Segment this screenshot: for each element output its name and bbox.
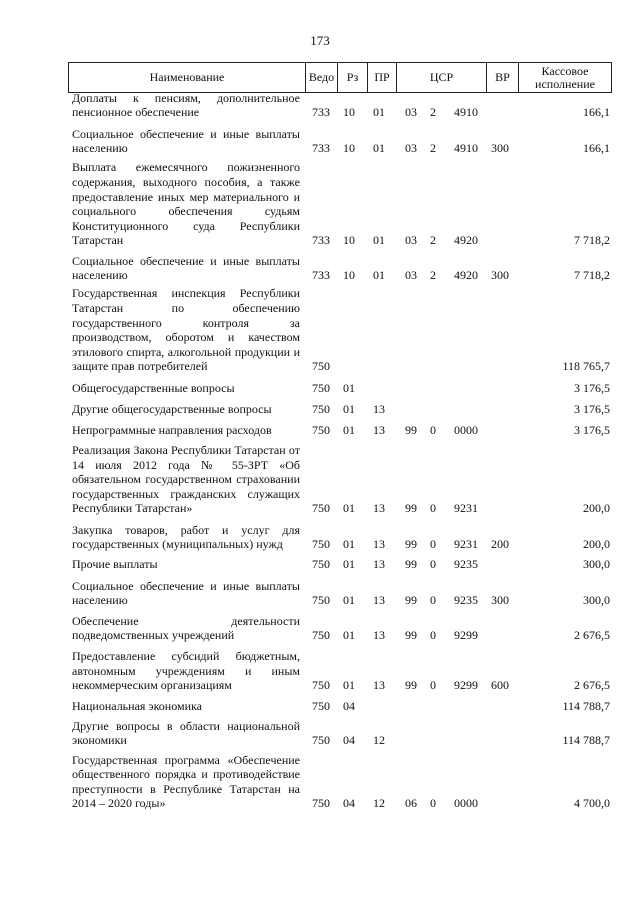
row-amount: 114 788,7 [562,733,610,748]
row-amount: 300,0 [583,557,610,572]
row-csr2: 2 [430,268,436,283]
row-csr2: 0 [430,796,436,811]
row-name: Доплаты к пенсиям, дополнительное пенсионное обеспечение [72,90,300,120]
row-csr3: 0000 [454,423,478,438]
table-row [68,440,612,516]
table-row [68,518,612,552]
row-vedo: 750 [312,402,330,417]
row-csr1: 99 [405,423,417,438]
table-row [68,122,612,156]
row-name: Прочие выплаты [72,557,158,572]
row-csr3: 0000 [454,796,478,811]
row-rz: 01 [343,557,355,572]
row-amount: 4 700,0 [574,796,610,811]
row-pr: 13 [373,593,385,608]
row-amount: 300,0 [583,593,610,608]
row-csr1: 99 [405,593,417,608]
row-csr1: 03 [405,233,417,248]
row-csr1: 99 [405,537,417,552]
row-pr: 13 [373,678,385,693]
row-pr: 13 [373,423,385,438]
row-rz: 01 [343,423,355,438]
row-amount: 200,0 [583,501,610,516]
row-rz: 04 [343,733,355,748]
row-vedo: 750 [312,678,330,693]
row-vedo: 750 [312,628,330,643]
row-pr: 01 [373,141,385,156]
row-amount: 118 765,7 [562,359,610,374]
row-name: Непрограммные направления расходов [72,423,272,438]
row-rz: 10 [343,233,355,248]
header-vr: ВР [486,63,518,92]
row-csr2: 0 [430,537,436,552]
row-csr3: 4910 [454,105,478,120]
row-pr: 13 [373,501,385,516]
row-name: Обеспечение деятельности подведомственных учреждений [72,613,300,643]
table-row [68,86,612,120]
row-amount: 7 718,2 [574,233,610,248]
table-row [68,609,612,643]
row-name: Общегосударственные вопросы [72,381,235,396]
row-name: Другие общегосударственные вопросы [72,402,272,417]
table-row [68,420,612,438]
table-row [68,645,612,693]
row-vedo: 733 [312,105,330,120]
row-rz: 10 [343,268,355,283]
row-rz: 10 [343,141,355,156]
row-amount: 114 788,7 [562,699,610,714]
row-vr: 600 [491,678,509,693]
header-rz: Рз [337,63,367,92]
row-name: Национальная экономика [72,699,202,714]
row-vr: 300 [491,268,509,283]
row-amount: 2 676,5 [574,678,610,693]
row-name: Социальное обеспечение и иные выплаты населению [72,126,300,156]
row-csr3: 9235 [454,557,478,572]
row-vedo: 733 [312,141,330,156]
row-csr2: 0 [430,678,436,693]
row-amount: 200,0 [583,537,610,552]
row-amount: 2 676,5 [574,628,610,643]
row-name: Закупка товаров, работ и услуг для государственных (муниципальных) нужд [72,522,300,552]
row-vr: 300 [491,141,509,156]
row-vedo: 750 [312,733,330,748]
row-csr2: 0 [430,557,436,572]
row-pr: 01 [373,268,385,283]
row-rz: 10 [343,105,355,120]
row-csr1: 99 [405,501,417,516]
row-csr2: 0 [430,593,436,608]
row-rz: 01 [343,402,355,417]
row-csr3: 4910 [454,141,478,156]
header-pr: ПР [367,63,396,92]
header-amount: Кассовое исполнение [518,63,611,92]
row-csr2: 2 [430,105,436,120]
row-csr1: 03 [405,141,417,156]
table-row [68,158,612,248]
row-csr1: 99 [405,557,417,572]
row-vedo: 733 [312,268,330,283]
row-csr3: 9231 [454,501,478,516]
row-vedo: 750 [312,796,330,811]
table-row [68,696,612,714]
row-csr3: 4920 [454,233,478,248]
row-rz: 04 [343,699,355,714]
header-name: Наименование [149,70,225,84]
row-csr2: 0 [430,423,436,438]
row-name: Государственная инспекция Республики Татарстан по обеспечению государственного контроля за производством, оборотом и качеством этилового спирта, алкогольной продукции и защите прав потребителей [72,286,300,374]
row-csr3: 9299 [454,628,478,643]
row-rz: 04 [343,796,355,811]
row-name: Государственная программа «Обеспечение общественного порядка и противодействие преступности в Республике Татарстан на 2014 – 2020 годы» [72,752,300,811]
row-name: Предоставление субсидий бюджетным, автономным учреждениям и иным некоммерческим организациям [72,649,300,693]
row-vedo: 750 [312,381,330,396]
row-pr: 12 [373,733,385,748]
row-csr3: 9299 [454,678,478,693]
row-pr: 13 [373,628,385,643]
row-csr1: 99 [405,628,417,643]
table-row [68,399,612,417]
row-csr2: 0 [430,501,436,516]
table-row [68,714,612,748]
row-csr1: 03 [405,105,417,120]
row-csr2: 2 [430,141,436,156]
row-vr: 300 [491,593,509,608]
row-rz: 01 [343,628,355,643]
row-csr2: 2 [430,233,436,248]
row-vedo: 750 [312,501,330,516]
row-csr1: 06 [405,796,417,811]
row-vedo: 733 [312,233,330,248]
table-row [68,249,612,283]
row-csr2: 0 [430,628,436,643]
row-pr: 01 [373,233,385,248]
row-rz: 01 [343,501,355,516]
row-pr: 01 [373,105,385,120]
row-rz: 01 [343,381,355,396]
row-amount: 3 176,5 [574,381,610,396]
table-row [68,378,612,396]
row-amount: 3 176,5 [574,423,610,438]
row-rz: 01 [343,678,355,693]
row-name: Реализация Закона Республики Татарстан от 14 июля 2012 года № 55-ЗРТ «Об обязательном государственном страховании государственных гражданских служащих Республики Татарстан» [72,443,300,516]
row-name: Другие вопросы в области национальной экономики [72,718,300,748]
table-row [68,749,612,811]
row-pr: 12 [373,796,385,811]
row-pr: 13 [373,557,385,572]
row-rz: 01 [343,537,355,552]
row-csr1: 03 [405,268,417,283]
header-csr: ЦСР [396,63,486,92]
row-rz: 01 [343,593,355,608]
row-amount: 3 176,5 [574,402,610,417]
row-amount: 166,1 [583,105,610,120]
row-vedo: 750 [312,557,330,572]
row-csr1: 99 [405,678,417,693]
row-vr: 200 [491,537,509,552]
table-row [68,574,612,608]
page-number: 173 [310,33,330,48]
row-vedo: 750 [312,593,330,608]
table-row [68,284,612,374]
row-vedo: 750 [312,699,330,714]
row-vedo: 750 [312,359,330,374]
row-amount: 7 718,2 [574,268,610,283]
row-name: Социальное обеспечение и иные выплаты населению [72,578,300,608]
row-pr: 13 [373,537,385,552]
table-row [68,554,612,572]
row-name: Социальное обеспечение и иные выплаты населению [72,253,300,283]
row-name: Выплата ежемесячного пожизненного содержания, выходного пособия, а также предоставление иных мер материального и социального обеспечения судьям Конституционного суда Республики Татарстан [72,160,300,248]
row-vedo: 750 [312,537,330,552]
row-amount: 166,1 [583,141,610,156]
row-csr3: 9235 [454,593,478,608]
row-vedo: 750 [312,423,330,438]
header-vedo: Ведо [305,63,337,92]
row-csr3: 4920 [454,268,478,283]
row-pr: 13 [373,402,385,417]
row-csr3: 9231 [454,537,478,552]
